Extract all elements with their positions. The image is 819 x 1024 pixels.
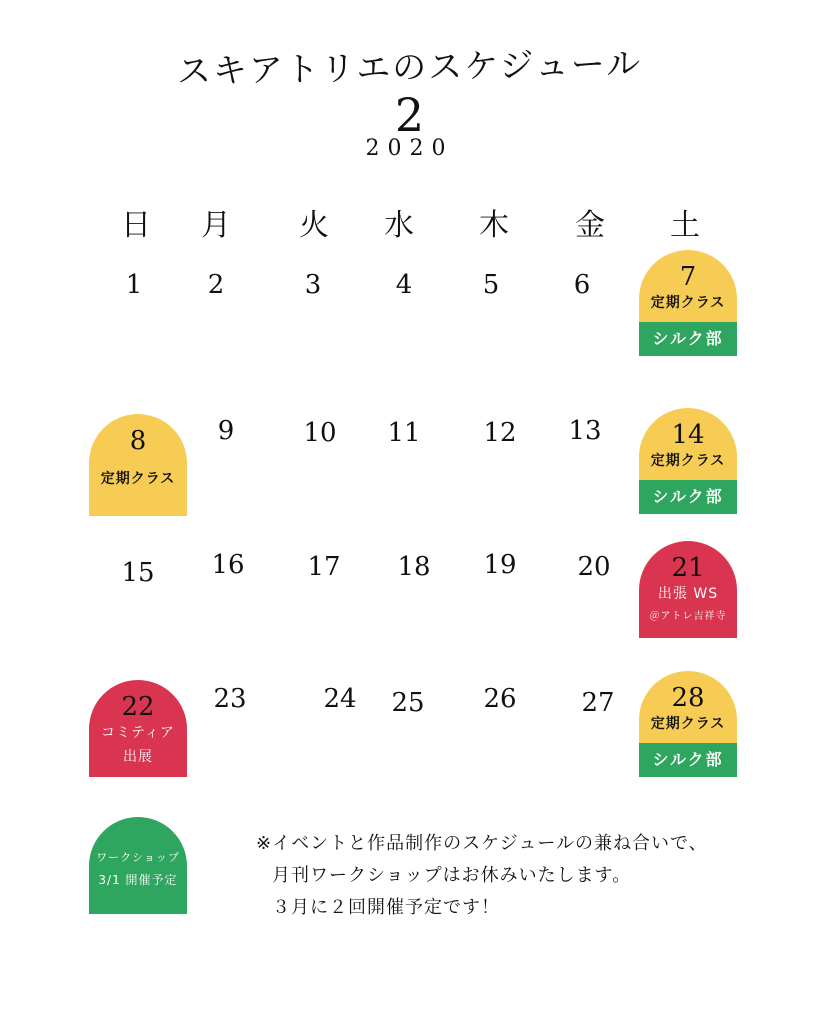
day-cell: 23 xyxy=(213,684,247,714)
day-cell: 13 xyxy=(568,416,602,446)
note-line-2: 月刊ワークショップはお休みいたします。 xyxy=(272,865,632,886)
weekday-wed: 水 xyxy=(384,208,414,243)
weekday-fri: 金 xyxy=(575,208,605,243)
weekday-tue: 火 xyxy=(299,208,329,243)
silk-club-strip-day-14: シルク部 xyxy=(639,480,737,514)
event-label: 定期クラス xyxy=(650,295,726,311)
event-badge-day-22 xyxy=(89,680,187,777)
day-cell: 6 xyxy=(573,270,591,300)
day-cell: 11 xyxy=(387,418,421,448)
day-cell: 17 xyxy=(307,552,341,582)
workshop-date: 3/1 開催予定 xyxy=(98,873,178,887)
day-cell: 24 xyxy=(323,684,357,714)
silk-club-strip-day-28: シルク部 xyxy=(639,743,737,777)
day-number: 14 xyxy=(671,420,705,450)
day-number: 21 xyxy=(671,553,705,583)
day-cell: 12 xyxy=(483,418,517,448)
day-cell: 3 xyxy=(304,270,322,300)
event-label: コミティア xyxy=(101,725,175,741)
day-cell: 2 xyxy=(207,270,225,300)
day-cell: 1 xyxy=(125,270,143,300)
day-cell: 10 xyxy=(303,418,337,448)
event-venue: ＠アトレ吉祥寺 xyxy=(649,611,727,622)
workshop-badge xyxy=(89,817,187,914)
event-label: 定期クラス xyxy=(650,716,726,732)
day-cell: 25 xyxy=(391,688,425,718)
workshop-label: ワークショップ xyxy=(96,851,180,864)
silk-club-strip-day-7: シルク部 xyxy=(639,322,737,356)
event-badge-day-14 xyxy=(639,408,737,480)
day-cell: 15 xyxy=(121,558,155,588)
year-number: 2020 xyxy=(365,136,454,161)
day-number: 22 xyxy=(121,692,155,722)
day-cell: 27 xyxy=(581,688,615,718)
note-line-1: ※イベントと作品制作のスケジュールの兼ね合いで、 xyxy=(256,833,708,854)
event-badge-day-21 xyxy=(639,541,737,638)
event-badge-day-7 xyxy=(639,250,737,322)
day-number: 7 xyxy=(679,262,697,292)
event-badge-day-8 xyxy=(89,414,187,516)
weekday-sat: 土 xyxy=(670,208,700,243)
day-cell: 19 xyxy=(483,550,517,580)
day-cell: 9 xyxy=(217,416,235,446)
day-cell: 18 xyxy=(397,552,431,582)
day-cell: 20 xyxy=(577,552,611,582)
event-label: 出展 xyxy=(123,749,153,765)
event-label: 出張 WS xyxy=(657,586,719,602)
weekday-mon: 月 xyxy=(201,208,231,243)
day-cell: 16 xyxy=(211,550,245,580)
day-cell: 4 xyxy=(395,270,413,300)
event-label: 定期クラス xyxy=(650,453,726,469)
day-cell: 5 xyxy=(482,270,500,300)
schedule-note xyxy=(256,828,708,924)
weekday-sun: 日 xyxy=(121,208,151,243)
day-number: 28 xyxy=(671,683,705,713)
day-cell: 26 xyxy=(483,684,517,714)
month-number: 2 xyxy=(394,88,425,142)
weekday-thu: 木 xyxy=(479,208,509,243)
day-number: 8 xyxy=(129,426,147,456)
note-line-3: ３月に２回開催予定です！ xyxy=(272,897,500,918)
event-badge-day-28 xyxy=(639,671,737,743)
event-label: 定期クラス xyxy=(100,471,176,487)
schedule-title: スキアトリエのスケジュール xyxy=(176,43,643,93)
